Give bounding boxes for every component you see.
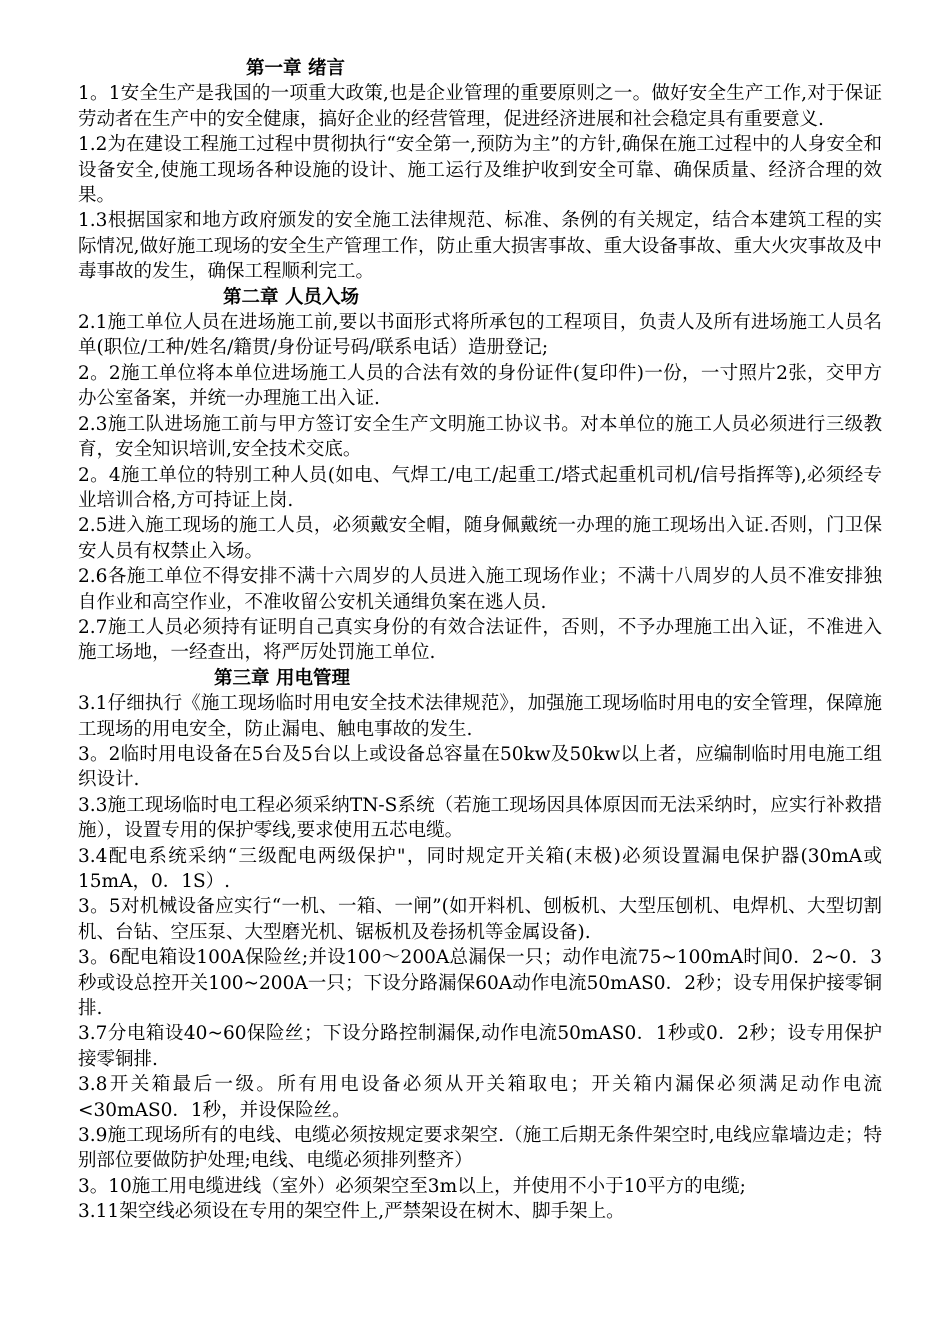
paragraph-1-1: 1。1安全生产是我国的一项重大政策,也是企业管理的重要原则之一。做好安全生产工作,对于保证劳动者在生产中的安全健康，搞好企业的经营管理，促进经济进展和社会稳定具有重要意义. [78, 83, 882, 130]
paragraph-2-6: 2.6各施工单位不得安排不满十六周岁的人员进入施工现场作业；不满十八周岁的人员不准安排独自作业和高空作业，不准收留公安机关通缉负案在逃人员. [78, 566, 882, 613]
paragraph-1-2: 1.2为在建设工程施工过程中贯彻执行“安全第一,预防为主”的方针,确保在施工过程中的人身安全和设备安全,使施工现场各种设施的设计、施工运行及维护收到安全可靠、确保质量、经济合理的效果。 [78, 134, 882, 207]
paragraph-2-4: 2。4施工单位的特别工种人员(如电、气焊工/电工/起重工/塔式起重机司机/信号指挥等),必须经专业培训合格,方可持证上岗. [78, 464, 882, 511]
paragraph-2-2: 2。2施工单位将本单位进场施工人员的合法有效的身份证件(复印件)一份，一寸照片2张，交甲方办公室备案，并统一办理施工出入证. [78, 362, 882, 410]
paragraph-3-11: 3.11架空线必须设在专用的架空件上,严禁架设在树木、脚手架上。 [78, 1201, 625, 1223]
paragraph-3-6: 3。6配电箱设100A保险丝;并设100～200A总漏保一只；动作电流75~100mA时间0．2~0．3秒或设总控开关100~200A一只；下设分路漏保60A动作电流50mAS0．2秒；设专用保护接零铜排. [78, 947, 882, 1020]
paragraph-3-10: 3。10施工用电缆进线（室外）必须架空至3m以上，并使用不小于10平方的电缆; [78, 1175, 746, 1197]
paragraph-3-9: 3.9施工现场所有的电线、电缆必须按规定要求架空.（施工后期无条件架空时,电线应靠墙边走；特别部位要做防护处理;电线、电缆必须排列整齐） [78, 1125, 882, 1172]
paragraph-2-7: 2.7施工人员必须持有证明自己真实身份的有效合法证件，否则，不予办理施工出入证，不准进入施工场地，一经查出，将严厉处罚施工单位. [78, 616, 882, 664]
paragraph-2-1: 2.1施工单位人员在进场施工前,要以书面形式将所承包的工程项目，负责人及所有进场施工人员名单(职位/工种/姓名/籍贯/身份证号码/联系电话）造册登记; [78, 312, 882, 359]
chapter-title-1: 第一章 绪言 [246, 58, 345, 79]
paragraph-3-2: 3。2临时用电设备在5台及5台以上或设备总容量在50kw及50kw以上者，应编制临时用电施工组织设计. [78, 743, 882, 791]
chapter-title-2: 第二章 人员入场 [223, 286, 359, 308]
paragraph-3-1: 3.1仔细执行《施工现场临时用电安全技术法律规范》，加强施工现场临时用电的安全管理，保障施工现场的用电安全，防止漏电、触电事故的发生. [78, 693, 882, 740]
paragraph-3-5: 3。5对机械设备应实行“一机、一箱、一闸”(如开料机、刨板机、大型压刨机、电焊机、大型切割机、台钻、空压泵、大型磨光机、锯板机及卷扬机等金属设备). [78, 896, 882, 943]
paragraph-2-5: 2.5进入施工现场的施工人员，必须戴安全帽，随身佩戴统一办理的施工现场出入证.否则，门卫保安人员有权禁止入场。 [78, 515, 882, 562]
paragraph-3-3: 3.3施工现场临时电工程必须采纳TN-S系统（若施工现场因具体原因而无法采纳时，应实行补救措施），设置专用的保护零线,要求使用五芯电缆。 [78, 794, 882, 842]
chapter-title-3: 第三章 用电管理 [214, 667, 350, 689]
paragraph-2-3: 2.3施工队进场施工前与甲方签订安全生产文明施工协议书。对本单位的施工人员必须进行三级教育，安全知识培训,安全技术交底。 [78, 413, 882, 461]
paragraph-3-8: 3.8开关箱最后一级。所有用电设备必须从开关箱取电；开关箱内漏保必须满足动作电流<30mAS0．1秒，并设保险丝。 [78, 1074, 882, 1121]
paragraph-1-3: 1.3根据国家和地方政府颁发的安全施工法律规范、标准、条例的有关规定，结合本建筑工程的实际情况,做好施工现场的安全生产管理工作，防止重大损害事故、重大设备事故、重大火灾事故及中毒事故的发生，确保工程顺利完工。 [78, 210, 882, 283]
paragraph-3-7: 3.7分电箱设40~60保险丝；下设分路控制漏保,动作电流50mAS0．1秒或0．2秒；设专用保护接零铜排. [78, 1023, 882, 1070]
paragraph-3-4: 3.4配电系统采纳“三级配电两级保护"，同时规定开关箱(末极)必须设置漏电保护器(30mA或15mA，0．1S）. [78, 845, 882, 892]
document-page [78, 56, 882, 1225]
